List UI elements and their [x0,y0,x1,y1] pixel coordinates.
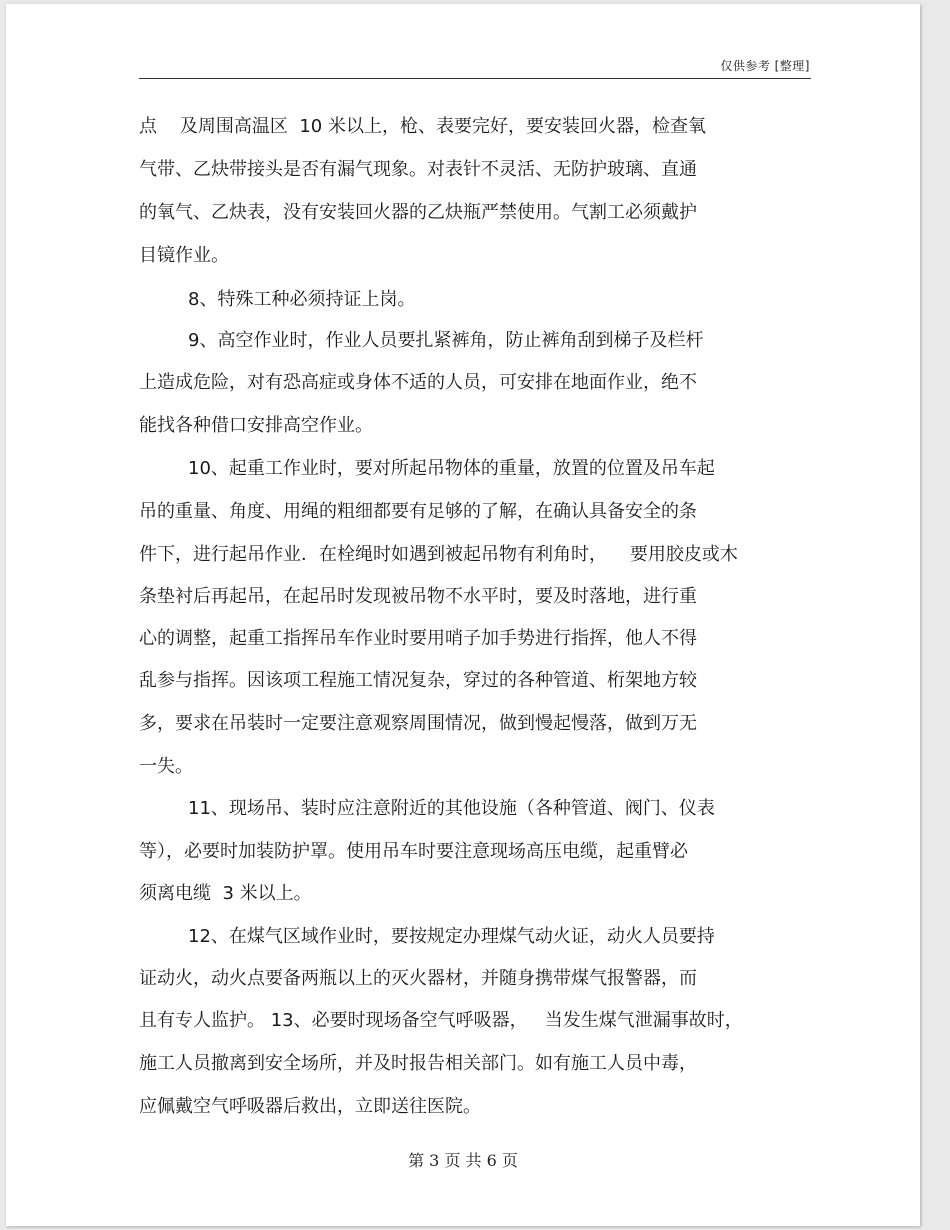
body-line: 一失。 [139,756,193,777]
page-header: 仅供参考 [整理] [720,59,810,73]
body-line: 的氧气、乙炔表，没有安装回火器的乙炔瓶严禁使用。气割工必须戴护 [139,202,697,223]
body-line: 乱参与指挥。因该项工程施工情况复杂，穿过的各种管道、桁架地方较 [139,670,697,691]
body-line: 多，要求在吊装时一定要注意观察周围情况，做到慢起慢落，做到万无 [139,713,697,734]
body-line: 11、现场吊、装时应注意附近的其他设施（各种管道、阀门、仪表 [188,798,715,819]
body-line: 等），必要时加装防护罩。使用吊车时要注意现场高压电缆，起重臂必 [139,841,688,862]
body-line: 12、在煤气区域作业时，要按规定办理煤气动火证，动火人员要持 [188,926,715,947]
body-line: 能找各种借口安排高空作业。 [139,415,373,436]
body-line: 证动火，动火点要备两瓶以上的灭火器材，并随身携带煤气报警器，而 [139,968,697,989]
body-line: 且有专人监护。 13、必要时现场备空气呼吸器， 当发生煤气泄漏事故时， [139,1010,743,1031]
body-line: 应佩戴空气呼吸器后救出，立即送往医院。 [139,1096,481,1117]
body-line: 8、特殊工种必须持证上岗。 [188,289,416,310]
body-line: 心的调整，起重工指挥吊车作业时要用哨子加手势进行指挥，他人不得 [139,628,697,649]
body-line: 吊的重量、角度、用绳的粗细都要有足够的了解，在确认具备安全的条 [139,501,697,522]
body-line: 气带、乙炔带接头是否有漏气现象。对表针不灵活、无防护玻璃、直通 [139,159,697,180]
body-line: 点 及周围高温区 10 米以上，枪、表要完好，要安装回火器，检查氧 [139,116,706,137]
body-line: 条垫衬后再起吊，在起吊时发现被吊物不水平时，要及时落地，进行重 [139,586,697,607]
body-line: 10、起重工作业时，要对所起吊物体的重量，放置的位置及吊车起 [188,458,715,479]
document-page [6,4,920,1226]
header-divider [139,78,811,79]
body-line: 上造成危险，对有恐高症或身体不适的人员，可安排在地面作业，绝不 [139,372,697,393]
page-footer: 第 3 页 共 6 页 [408,1151,518,1170]
body-line: 施工人员撤离到安全场所，并及时报告相关部门。如有施工人员中毒， [139,1053,697,1074]
body-line: 件下，进行起吊作业．在栓绳时如遇到被起吊物有利角时， 要用胶皮或木 [139,544,738,565]
body-line: 9、高空作业时，作业人员要扎紧裤角，防止裤角刮到梯子及栏杆 [188,330,704,351]
body-line: 须离电缆 3 米以上。 [139,883,312,904]
body-line: 目镜作业。 [139,245,229,266]
